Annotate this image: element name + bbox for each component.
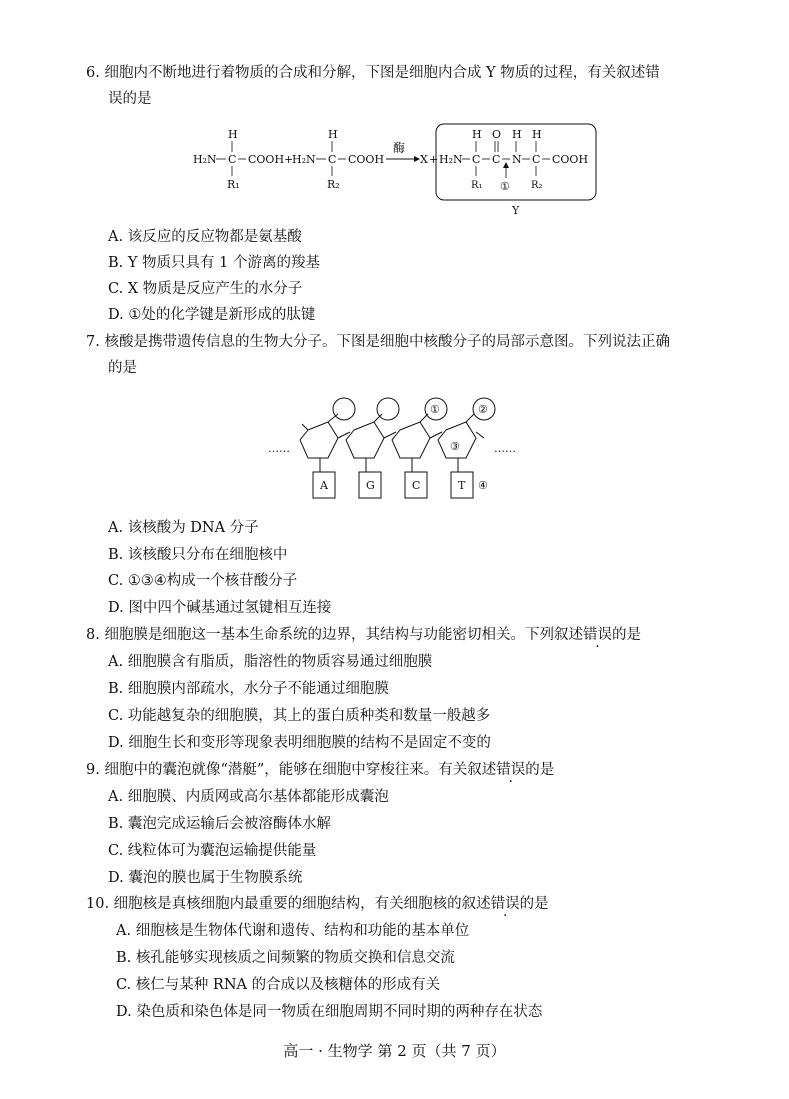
option-9d: D. 囊泡的膜也属于生物膜系统 [108,870,303,886]
svg-text:H₂N: H₂N [292,153,316,166]
svg-text:COOH: COOH [552,153,589,166]
svg-text:C: C [472,153,481,166]
option-6c: C. X 物质是反应产生的水分子 [108,281,303,297]
option-8c: C. 功能越复杂的细胞膜，其上的蛋白质种类和数量一般越多 [108,708,491,724]
svg-text:COOH: COOH [248,153,285,166]
option-7b: B. 该核酸只分布在细胞核中 [108,547,288,563]
svg-text:H₂N: H₂N [193,153,217,166]
option-10b: B. 核孔能够实现核质之间频繁的物质交换和信息交流 [116,950,455,966]
question-9: 9. 细胞中的囊泡就像“潜艇”，能够在细胞中穿梭往来。有关叙述错误的是 [86,762,555,778]
question-stem: 细胞中的囊泡就像“潜艇”，能够在细胞中穿梭往来。有关叙述 [104,762,497,778]
svg-text:②: ② [478,403,488,416]
option-7c: C. ①③④构成一个核苷酸分子 [108,573,298,589]
option-9b: B. 囊泡完成运输后会被溶酶体水解 [108,816,331,832]
emphasis-mark: 错误 [490,896,520,912]
svg-text:C: C [532,153,541,166]
option-6b: B. Y 物质只具有 1 个游离的羧基 [108,255,320,271]
svg-text:……: …… [268,442,290,455]
option-8a: A. 细胞膜含有脂质，脂溶性的物质容易通过细胞膜 [108,654,433,670]
svg-text:①: ① [500,180,510,193]
svg-text:H: H [512,128,522,141]
svg-text:R₂: R₂ [327,178,340,191]
question-stem: 细胞核是真核细胞内最重要的细胞结构，有关细胞核的叙述 [113,896,491,912]
svg-text:Y: Y [512,204,520,217]
option-7a: A. 该核酸为 DNA 分子 [108,520,259,536]
option-8b: B. 细胞膜内部疏水，水分子不能通过细胞膜 [108,681,389,697]
question-stem: 核酸是携带遗传信息的生物大分子。下图是细胞中核酸分子的局部示意图。下列说法正确 [104,334,670,350]
svg-text:A: A [320,479,328,492]
option-8d: D. 细胞生长和变形等现象表明细胞膜的结构不是固定不变的 [108,735,491,751]
svg-text:酶: 酶 [393,141,406,155]
question-8: 8. 细胞膜是细胞这一基本生命系统的边界，其结构与功能密切相关。下列叙述错误的是 [86,627,641,643]
svg-text:T: T [458,479,466,492]
svg-text:N: N [512,153,522,166]
emphasis-mark: 错误 [496,762,526,778]
question-number: 10. [86,896,110,912]
question-6 [86,62,706,84]
option-7d: D. 图中四个碱基通过氢键相互连接 [108,600,332,616]
question-stem: 细胞膜是细胞这一基本生命系统的边界，其结构与功能密切相关。下列叙述 [104,627,583,643]
svg-text:+: + [284,153,294,166]
question-number: 8. [86,627,100,643]
svg-text:O: O [492,128,502,141]
svg-text:R₁: R₁ [227,178,240,191]
question-stem: 细胞内不断地进行着物质的合成和分解，下图是细胞内合成 Y 物质的过程，有关叙述错 [104,65,660,81]
svg-text:G: G [366,479,375,492]
svg-text:C: C [228,153,237,166]
svg-text:H: H [532,128,542,141]
svg-text:C: C [328,153,337,166]
nucleic-acid-diagram [262,392,532,504]
question-6-stem-cont: 误的是 [108,91,152,107]
question-number: 9. [86,762,100,778]
svg-text:……: …… [494,442,516,455]
svg-text:X: X [420,153,428,166]
option-6a: A. 该反应的反应物都是氨基酸 [108,229,302,245]
svg-text:H: H [228,128,238,141]
option-9a: A. 细胞膜、内质网或高尔基体都能形成囊泡 [108,789,389,805]
option-10c: C. 核仁与某种 RNA 的合成以及核糖体的形成有关 [116,977,441,993]
svg-text:C: C [412,479,421,492]
svg-text:①: ① [430,403,440,416]
svg-text:③: ③ [450,440,460,453]
svg-text:R₁: R₁ [471,180,483,191]
svg-text:COOH: COOH [348,153,385,166]
option-10d: D. 染色质和染色体是同一物质在细胞周期不同时期的两种存在状态 [116,1004,543,1020]
svg-text:H₂N: H₂N [439,153,463,166]
question-7 [86,331,706,353]
option-9c: C. 线粒体可为囊泡运输提供能量 [108,843,317,859]
question-number: 6. [86,65,100,81]
svg-text:H: H [472,128,482,141]
option-6d: D. ①处的化学键是新形成的肽键 [108,307,316,323]
page-footer: 高一 · 生物学 第 2 页（共 7 页） [283,1042,506,1060]
svg-text:C: C [492,153,501,166]
dipeptide-reaction-diagram [188,122,608,222]
option-10a: A. 细胞核是生物体代谢和遗传、结构和功能的基本单位 [116,923,470,939]
question-number: 7. [86,334,100,350]
question-10: 10. 细胞核是真核细胞内最重要的细胞结构，有关细胞核的叙述错误的是 [86,896,549,912]
svg-text:H: H [328,128,338,141]
emphasis-mark: 错误 [582,627,612,643]
svg-text:④: ④ [478,479,488,492]
svg-text:R₂: R₂ [531,180,543,191]
question-7-stem-cont: 的是 [108,360,137,376]
svg-text:+: + [429,153,439,166]
